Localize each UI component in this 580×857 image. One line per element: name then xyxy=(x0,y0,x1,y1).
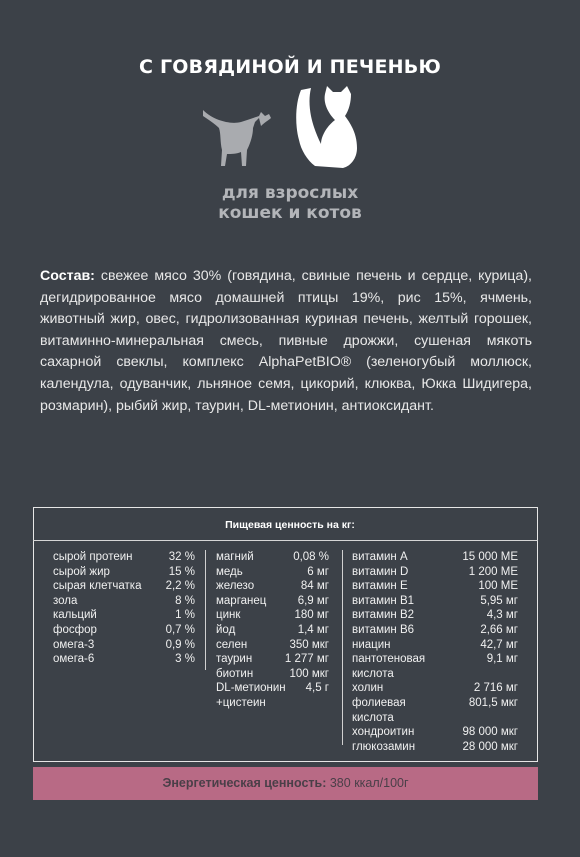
nutrient-name: витамин Е xyxy=(352,580,408,593)
nutrient-row xyxy=(352,740,518,755)
product-title: С ГОВЯДИНОЙ И ПЕЧЕНЬЮ xyxy=(139,56,441,78)
nutrient-row xyxy=(216,652,329,667)
nutrient-row xyxy=(352,565,518,580)
nutrient-name: +цистеин xyxy=(216,696,266,709)
nutrient-value: 1 200 МЕ xyxy=(468,565,518,578)
nutrient-name: хондроитин xyxy=(352,726,415,739)
energy-value-bar xyxy=(33,767,538,800)
nutrient-value: 5,95 мг xyxy=(480,594,518,607)
nutrition-header-divider xyxy=(33,540,538,541)
nutrient-name: кальций xyxy=(53,609,97,622)
nutrient-value: 98 000 мкг xyxy=(462,726,518,739)
nutrient-name: холин xyxy=(352,682,384,695)
nutrient-name: таурин xyxy=(216,653,253,666)
nutrient-value: 0,9 % xyxy=(165,638,195,651)
nutrient-name: фосфор xyxy=(53,623,97,636)
nutrient-value: 9,1 мг xyxy=(486,653,518,666)
nutrient-row xyxy=(352,623,518,638)
nutrient-row xyxy=(216,608,329,623)
nutrient-row xyxy=(53,550,195,565)
nutrient-row xyxy=(352,667,518,682)
nutrient-row xyxy=(53,623,195,638)
nutrient-value: 28 000 мкг xyxy=(462,740,518,753)
nutrient-row xyxy=(216,594,329,609)
nutrient-name: ниацин xyxy=(352,638,391,651)
nutrient-name: витамин В2 xyxy=(352,609,415,622)
nutrient-value: 3 % xyxy=(175,653,195,666)
nutrient-value: 2 716 мг xyxy=(473,682,518,695)
subtitle-line-1: для взрослых xyxy=(221,183,359,203)
nutrient-row xyxy=(352,711,518,726)
nutrient-row xyxy=(53,579,195,594)
nutrient-value: 350 мкг xyxy=(289,638,329,651)
nutrient-value: 801,5 мкг xyxy=(468,696,518,709)
nutrient-row xyxy=(352,725,518,740)
nutrient-value: 180 мг xyxy=(294,609,329,622)
nutrient-name: магний xyxy=(216,551,254,563)
nutrient-value: 100 МЕ xyxy=(478,580,518,593)
nutrient-value: 1,4 мг xyxy=(297,623,329,636)
nutrient-value: 1 277 мг xyxy=(284,653,329,666)
nutrient-name: кислота xyxy=(352,667,394,680)
nutrient-name: йод xyxy=(216,623,236,636)
nutrient-row xyxy=(352,652,518,667)
nutrient-value: 32 % xyxy=(168,551,195,563)
nutrient-value: 42,7 мг xyxy=(480,638,518,651)
nutrient-name: биотин xyxy=(216,667,254,680)
nutrient-value: 0,08 % xyxy=(293,551,329,563)
energy-label: Энергетическая ценность: xyxy=(162,776,327,790)
nutrient-row xyxy=(352,696,518,711)
nutrient-name: омега-6 xyxy=(53,653,95,666)
nutrient-name: пантотеновая xyxy=(352,653,426,666)
nutrient-name: омега-3 xyxy=(53,638,95,651)
column-divider xyxy=(342,550,343,745)
nutrient-value: 100 мкг xyxy=(289,667,329,680)
nutrition-column-macros xyxy=(53,550,195,667)
nutrient-name: DL-метионин xyxy=(216,682,286,695)
nutrient-row xyxy=(53,565,195,580)
small-cat-icon xyxy=(203,110,271,166)
nutrient-value: 8 % xyxy=(175,594,195,607)
nutrient-value: 2,2 % xyxy=(165,580,195,593)
nutrient-name: зола xyxy=(53,594,78,607)
audience-subtitle xyxy=(0,183,580,223)
nutrient-name: сырой жир xyxy=(53,565,110,578)
nutrient-row xyxy=(53,594,195,609)
nutrient-row xyxy=(352,608,518,623)
column-divider xyxy=(205,550,206,670)
nutrient-row xyxy=(216,565,329,580)
nutrient-row xyxy=(216,681,329,696)
nutrient-value: 84 мг xyxy=(300,580,329,593)
subtitle-line-2: кошек и котов xyxy=(218,203,362,223)
nutrient-row xyxy=(352,638,518,653)
nutrient-name: цинк xyxy=(216,609,241,622)
nutrient-value: 15 000 МЕ xyxy=(462,551,518,563)
composition-label: Состав: xyxy=(40,268,95,284)
nutrient-name: сырая клетчатка xyxy=(53,580,142,593)
nutrient-row xyxy=(352,550,518,565)
nutrient-row xyxy=(216,696,329,711)
composition-text xyxy=(40,266,532,417)
nutrient-row xyxy=(216,638,329,653)
nutrient-value: 6 мг xyxy=(307,565,329,578)
nutrient-value: 1 % xyxy=(175,609,195,622)
nutrient-name: медь xyxy=(216,565,243,578)
nutrient-value: 6,9 мг xyxy=(297,594,329,607)
nutrient-row xyxy=(352,681,518,696)
nutrient-name: железо xyxy=(216,580,255,593)
nutrient-name: витамин А xyxy=(352,551,408,563)
nutrient-name: сырой протеин xyxy=(53,551,133,563)
nutrition-column-vitamins xyxy=(352,550,518,754)
nutrient-row xyxy=(352,579,518,594)
nutrient-value: 4,5 г xyxy=(305,682,329,695)
large-cat-icon xyxy=(296,86,357,168)
nutrient-name: селен xyxy=(216,638,248,651)
nutrient-name: витамин В1 xyxy=(352,594,415,607)
nutrient-row xyxy=(352,594,518,609)
nutrient-row xyxy=(53,652,195,667)
nutrient-name: глюкозамин xyxy=(352,740,416,753)
nutrient-name: марганец xyxy=(216,594,267,607)
cats-illustration xyxy=(195,82,385,177)
nutrition-header: Пищевая ценность на кг: xyxy=(225,519,355,531)
nutrient-name: кислота xyxy=(352,711,394,724)
nutrient-name: витамин В6 xyxy=(352,623,415,636)
energy-value: 380 ккал/100г xyxy=(329,776,409,790)
nutrient-row xyxy=(53,638,195,653)
nutrient-row xyxy=(216,550,329,565)
nutrient-value: 4,3 мг xyxy=(486,609,518,622)
nutrition-column-minerals xyxy=(216,550,329,711)
nutrient-value: 0,7 % xyxy=(165,623,195,636)
nutrient-value: 2,66 мг xyxy=(480,623,518,636)
nutrient-row xyxy=(53,608,195,623)
nutrient-value: 15 % xyxy=(168,565,195,578)
nutrient-row xyxy=(216,623,329,638)
nutrient-name: витамин D xyxy=(352,565,409,578)
nutrient-row xyxy=(216,667,329,682)
composition-body: свежее мясо 30% (говядина, свиные печень и сердце, курица), дегидрированное мясо домашней птицы 19%, рис 15%, ячмень, животный жир, овес, гидролизованная куриная печень, желтый горошек, витаминно-минеральная смесь, пивные дрожжи, сушеная мякоть сахарной свеклы, комплекс AlphaPetBIO® (зеленогубый моллюск, календула, одуванчик, льняное семя, цикорий, клюква, Юкка Шидигера, розмарин), рыбий жир, таурин, DL-метионин, антиоксидант. xyxy=(40,268,532,414)
nutrient-name: фолиевая xyxy=(352,696,406,709)
nutrient-row xyxy=(216,579,329,594)
